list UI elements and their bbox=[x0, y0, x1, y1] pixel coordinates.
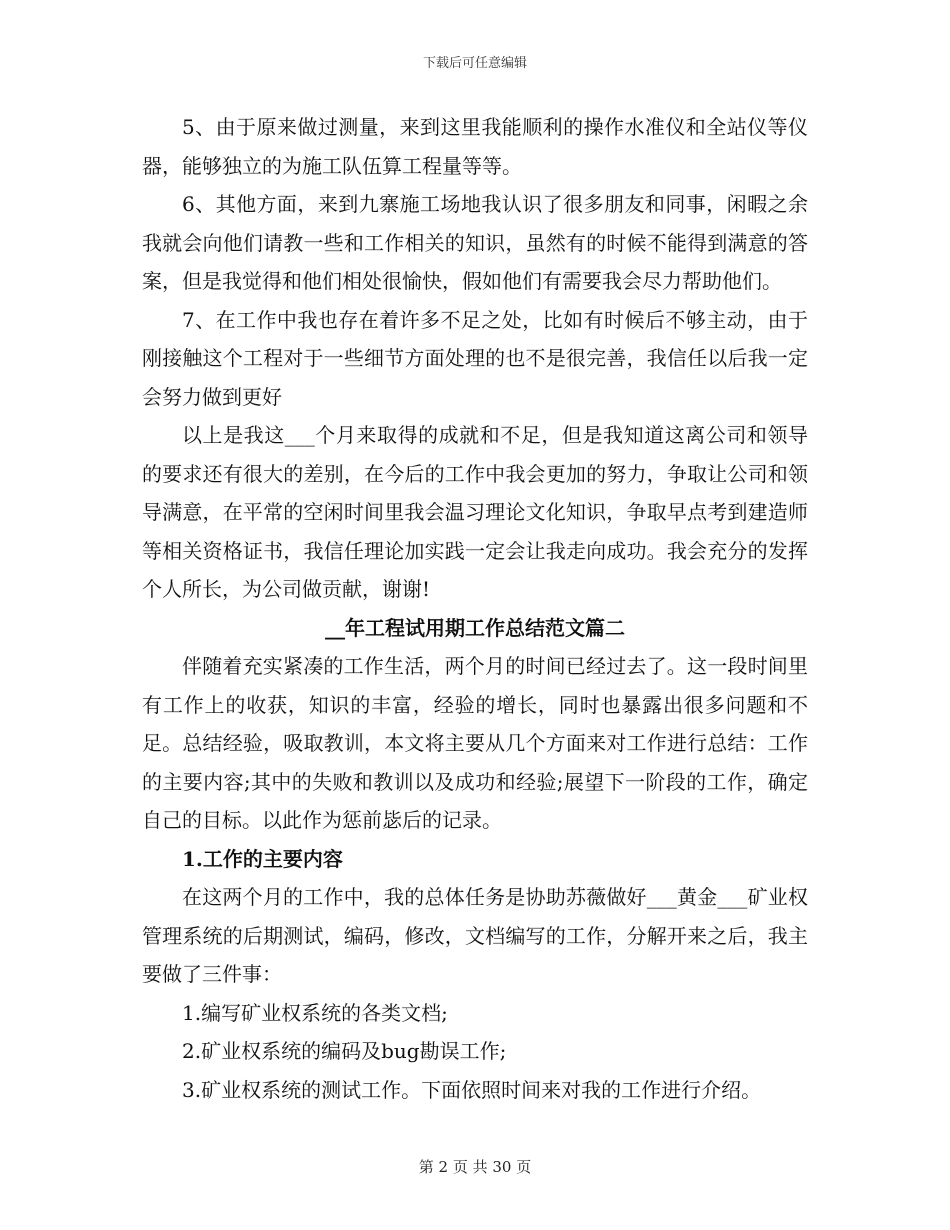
paragraph-task-summary: 在这两个月的工作中，我的总体任务是协助苏薇做好___黄金___矿业权管理系统的后期测试，编码，修改，文档编写的工作，分解开来之后，我主要做了三件事： bbox=[142, 885, 808, 986]
section-title: __年工程试用期工作总结范文篇二 bbox=[325, 615, 625, 640]
paragraph-conclusion: 以上是我这___个月来取得的成就和不足，但是我知道这离公司和领导的要求还有很大的差别，在今后的工作中我会更加的努力，争取让公司和领导满意，在平常的空闲时间里我会温习理论文化知识，争取早点考到建造师等相关资格证书，我信任理论加实践一定会让我走向成功。我会充分的发挥个人所长，为公司做贡献，谢谢! bbox=[142, 423, 808, 601]
paragraph-item-7: 7、在工作中我也存在着许多不足之处，比如有时候后不够主动，由于刚接触这个工程对于一些细节方面处理的也不是很完善，我信任以后我一定会努力做到更好 bbox=[142, 307, 808, 409]
page-header: 下载后可任意编辑 bbox=[422, 56, 527, 71]
document-body bbox=[142, 108, 808, 1109]
subheading: 1.工作的主要内容 bbox=[182, 846, 343, 871]
paragraph-item-5: 5、由于原来做过测量，来到这里我能顺利的操作水准仪和全站仪等仪器，能够独立的为施工队伍算工程量等等。 bbox=[142, 115, 808, 178]
list-item-2: 2.矿业权系统的编码及bug勘误工作; bbox=[182, 1039, 507, 1063]
paragraph-intro: 伴随着充实紧凑的工作生活，两个月的时间已经过去了。这一段时间里有工作上的收获，知识的丰富，经验的增长，同时也暴露出很多问题和不足。总结经验，吸取教训，本文将主要从几个方面来对工作进行总结：工作的主要内容;其中的失败和教训以及成功和经验;展望下一阶段的工作，确定自己的目标。以此作为惩前毖后的记录。 bbox=[142, 654, 808, 832]
list-item-3: 3.矿业权系统的测试工作。下面依照时间来对我的工作进行介绍。 bbox=[182, 1077, 762, 1102]
list-item-1: 1.编写矿业权系统的各类文档; bbox=[182, 1000, 448, 1025]
page-footer: 第 2 页 共 30 页 bbox=[418, 1158, 532, 1176]
paragraph-item-6: 6、其他方面，来到九寨施工场地我认识了很多朋友和同事，闲暇之余我就会向他们请教一些和工作相关的知识，虽然有的时候不能得到满意的答案，但是我觉得和他们相处很愉快，假如他们有需要我会尽力帮助他们。 bbox=[142, 192, 808, 293]
